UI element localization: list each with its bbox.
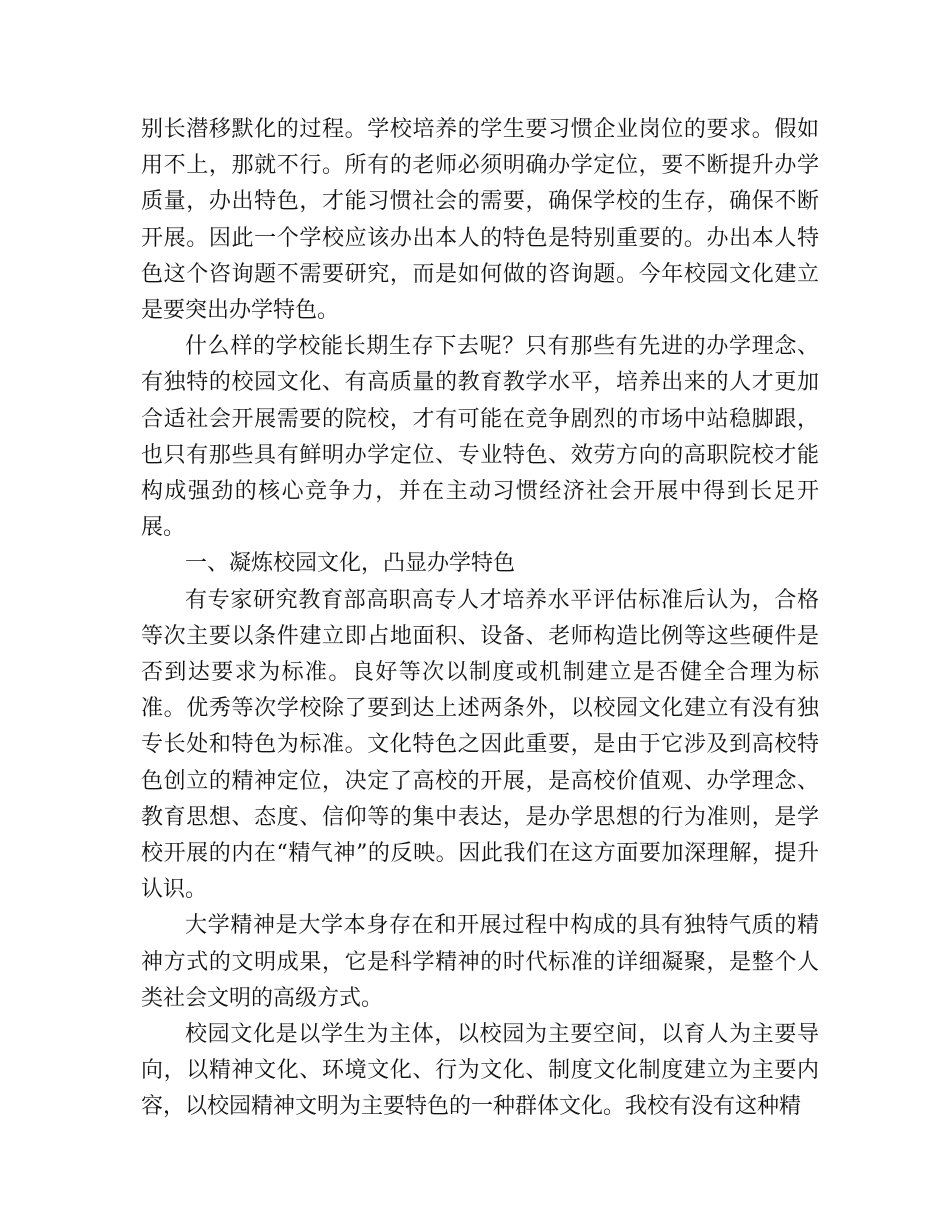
paragraph-3: 有专家研究教育部高职高专人才培养水平评估标准后认为，合格等次主要以条件建立即占地面积、设备、老师构造比例等这些硬件是否到达要求为标准。良好等次以制度或机制建立是否健全合理为标准。优秀等次学校除了要到达上述两条外，以校园文化建立有没有独专长处和特色为标准。文化特色之因此重要，是由于它涉及到高校特色创立的精神定位，决定了高校的开展，是高校价值观、办学理念、教育思想、态度、信仰等的集中表达，是办学思想的行为准则，是学校开展的内在“精气神”的反映。因此我们在这方面要加深理解，提升认识。 bbox=[141, 587, 819, 903]
paragraph-2: 什么样的学校能长期生存下去呢？只有那些有先进的办学理念、有独特的校园文化、有高质量的教育教学水平，培养出来的人才更加合适社会开展需要的院校，才有可能在竞争剧烈的市场中站稳脚跟，也只有那些具有鲜明办学定位、专业特色、效劳方向的高职院校才能构成强劲的核心竞争力，并在主动习惯经济社会开展中得到长足开展。 bbox=[141, 334, 819, 541]
paragraph-1: 别长潜移默化的过程。学校培养的学生要习惯企业岗位的要求。假如用不上，那就不行。所有的老师必须明确办学定位，要不断提升办学质量，办出特色，才能习惯社会的需要，确保学校的生存，确保不断开展。因此一个学校应该办出本人的特色是特别重要的。办出本人特色这个咨询题不需要研究，而是如何做的咨询题。今年校园文化建立是要突出办学特色。 bbox=[141, 117, 819, 324]
document-body bbox=[141, 112, 819, 1126]
paragraph-5: 校园文化是以学生为主体，以校园为主要空间，以育人为主要导向，以精神文化、环境文化、行为文化、制度文化制度建立为主要内容，以校园精神文明为主要特色的一种群体文化。我校有没有这种精 bbox=[141, 1022, 819, 1120]
section-heading: 一、凝炼校园文化，凸显办学特色 bbox=[185, 551, 516, 577]
paragraph-4: 大学精神是大学本身存在和开展过程中构成的具有独特气质的精神方式的文明成果，它是科学精神的时代标准的详细凝聚，是整个人类社会文明的高级方式。 bbox=[141, 913, 819, 1011]
